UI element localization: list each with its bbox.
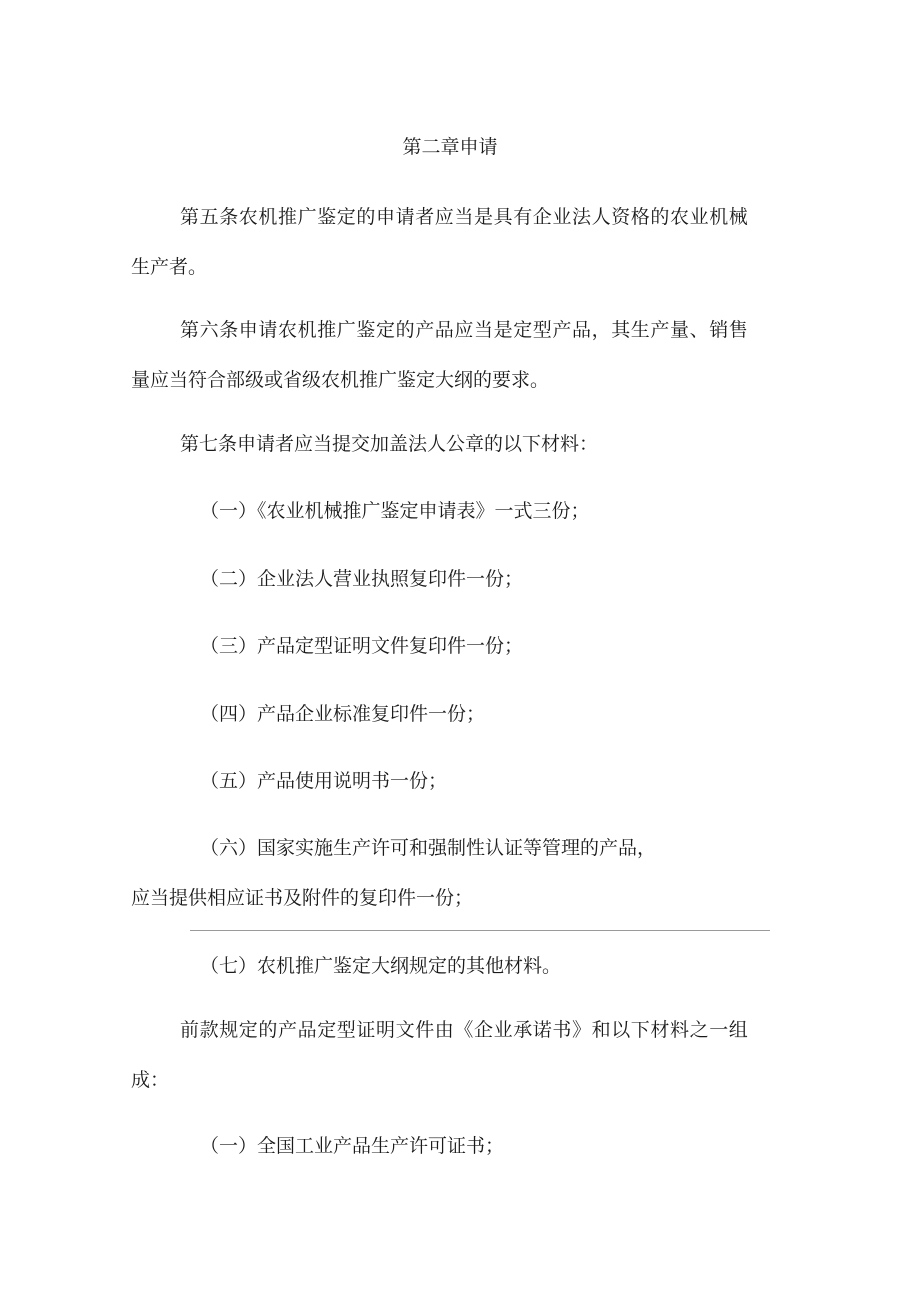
material-item-4: （四）产品企业标准复印件一份； — [200, 703, 486, 725]
article-5-line-1: 第五条农机推广鉴定的申请者应当是具有企业法人资格的农业机械 — [180, 206, 749, 228]
sub-item-1: （一）全国工业产品生产许可证书； — [200, 1135, 505, 1157]
material-item-5: （五）产品使用说明书一份； — [200, 770, 448, 792]
definition-line-2: 成： — [131, 1069, 170, 1091]
material-item-7: （七）农机推广鉴定大纲规定的其他材料。 — [200, 955, 562, 977]
material-item-1: （一）《农业机械推广鉴定申请表》一式三份； — [200, 500, 590, 522]
horizontal-divider — [190, 930, 770, 931]
article-7-intro: 第七条申请者应当提交加盖法人公章的以下材料： — [180, 433, 599, 455]
article-5-line-2: 生产者。 — [131, 256, 208, 278]
material-item-6: （六）国家实施生产许可和强制性认证等管理的产品， — [200, 837, 657, 859]
chapter-title: 第二章申请 — [402, 136, 498, 158]
material-item-6-continued: 应当提供相应证书及附件的复印件一份； — [131, 887, 474, 909]
article-6-line-1: 第六条申请农机推广鉴定的产品应当是定型产品，其生产量、销售 — [180, 319, 749, 341]
material-item-2: （二）企业法人营业执照复印件一份； — [200, 568, 524, 590]
material-item-3: （三）产品定型证明文件复印件一份； — [200, 635, 524, 657]
definition-line-1: 前款规定的产品定型证明文件由《企业承诺书》和以下材料之一组 — [180, 1019, 749, 1041]
article-6-line-2: 量应当符合部级或省级农机推广鉴定大纲的要求。 — [131, 369, 550, 391]
